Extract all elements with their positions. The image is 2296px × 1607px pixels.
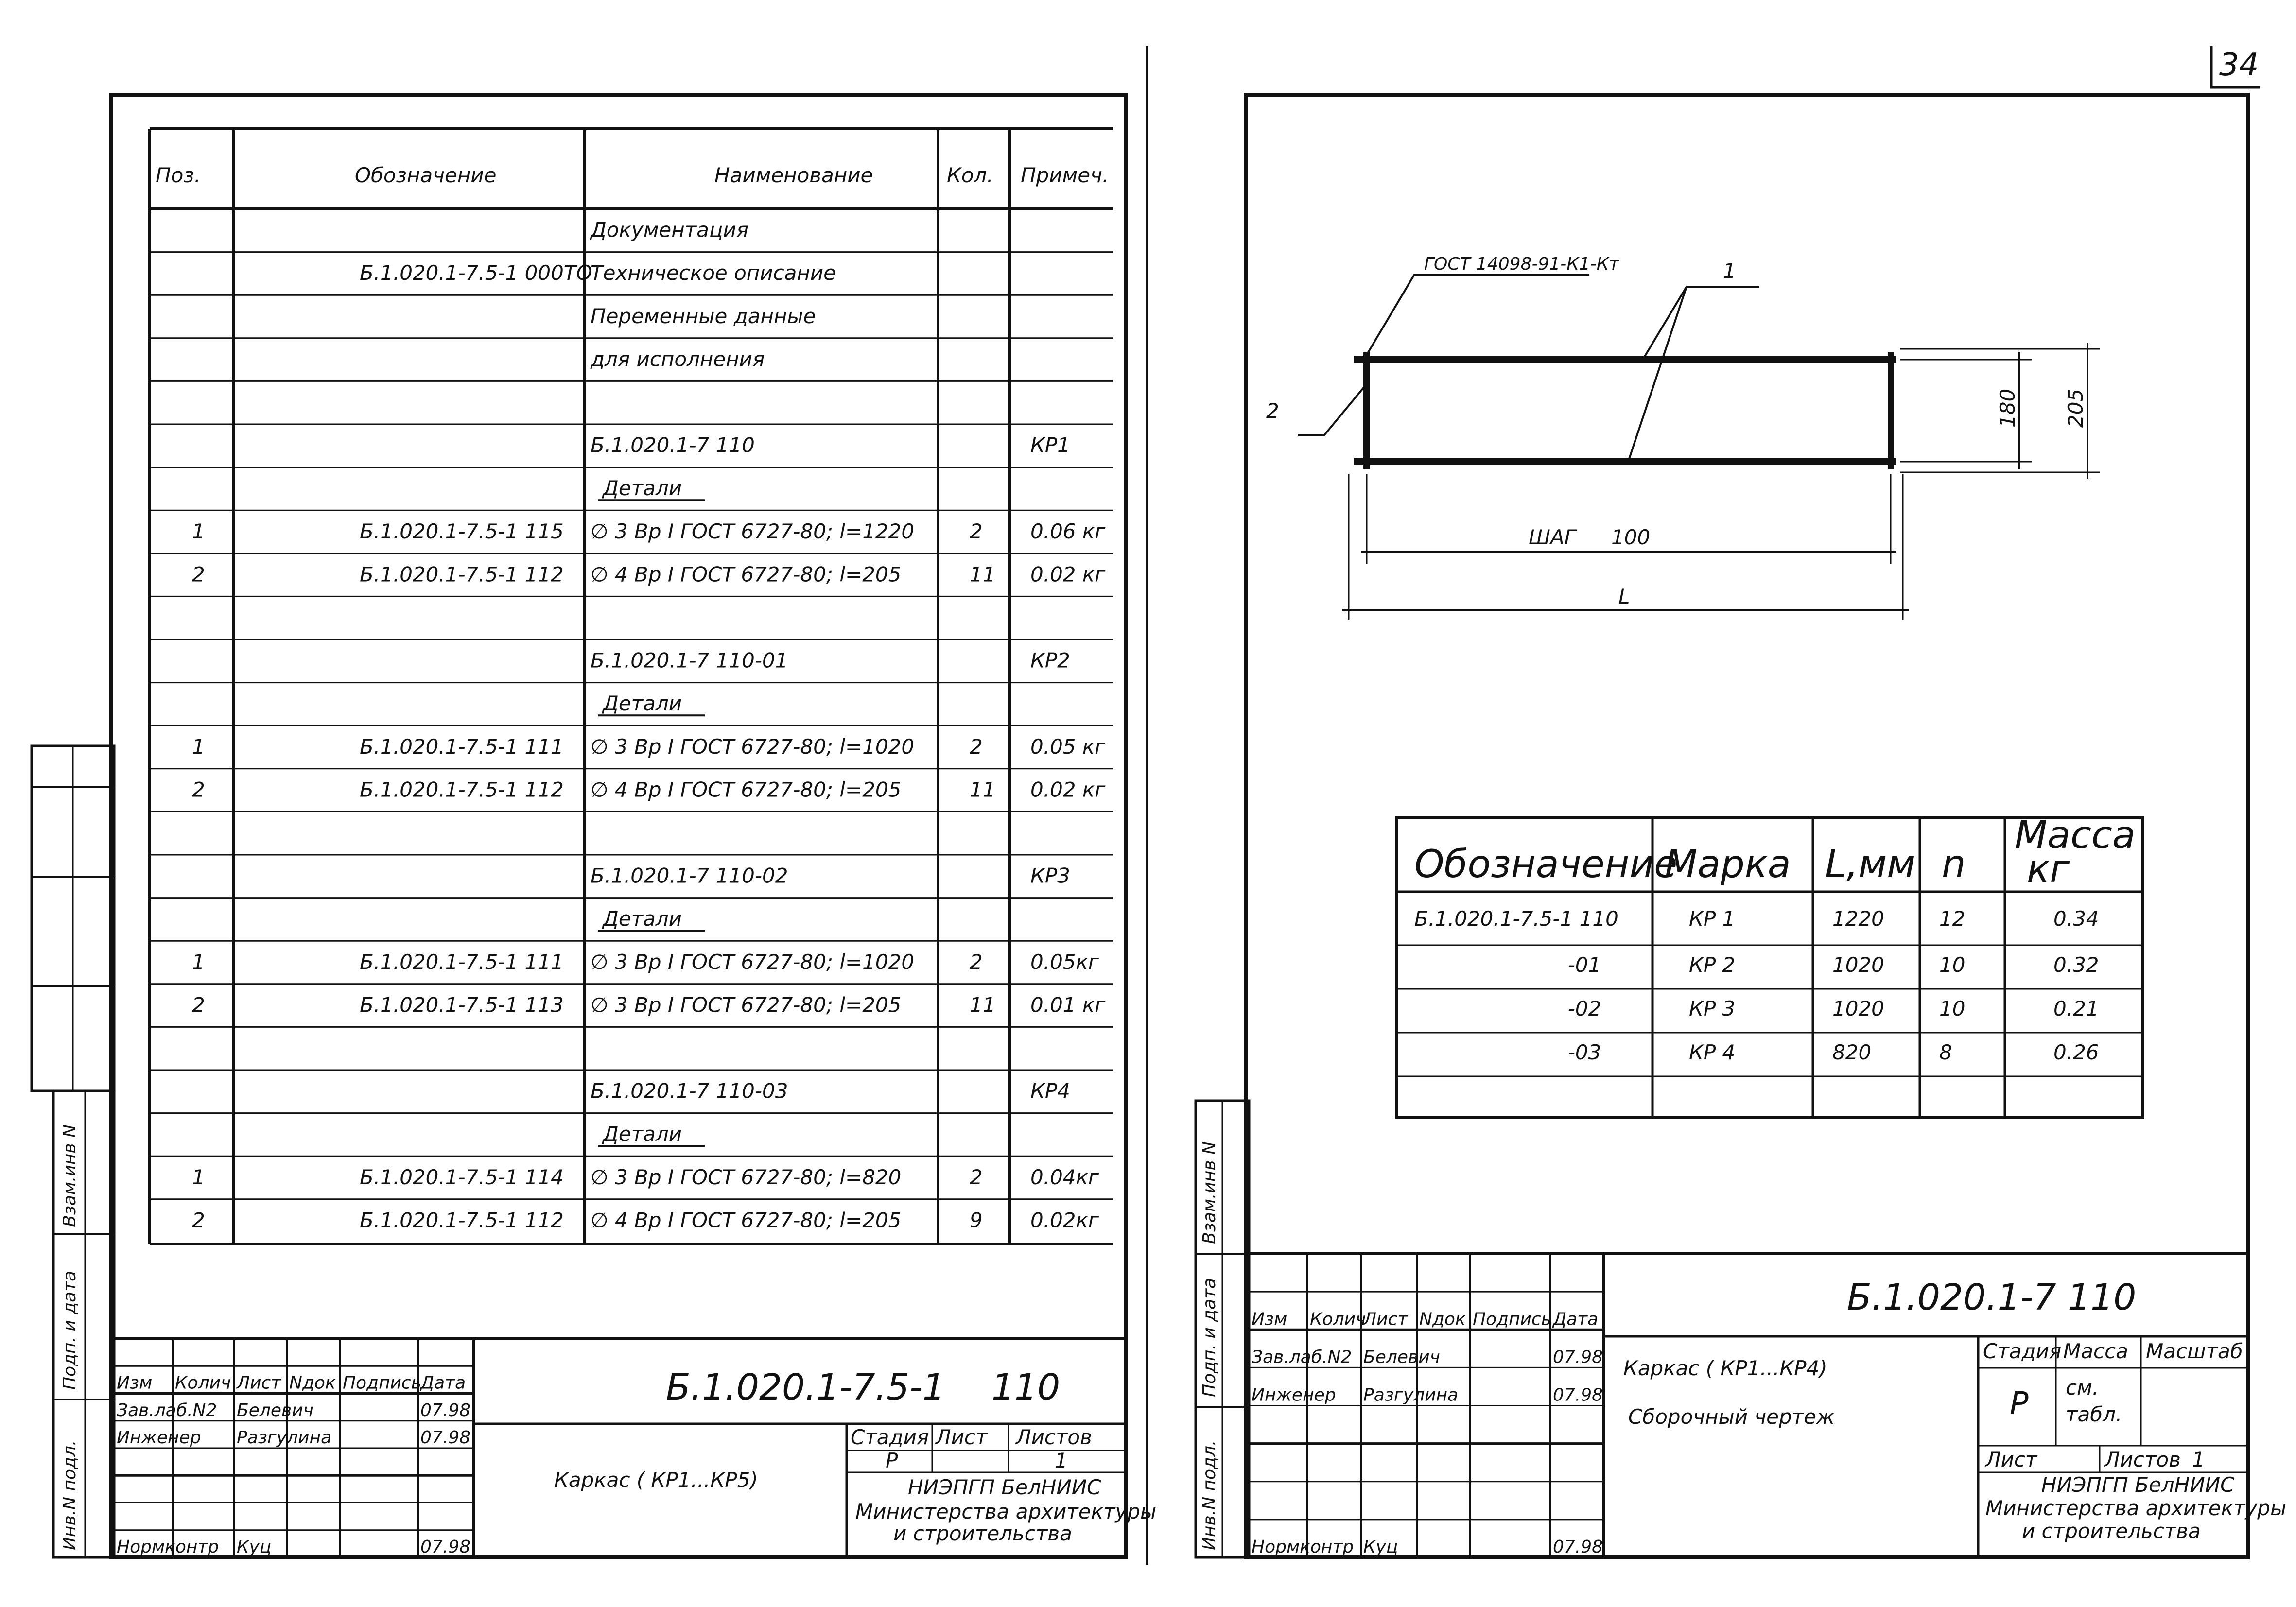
- title-grid-header: Изм: [117, 1373, 153, 1393]
- left-side-stamp: [32, 746, 114, 1557]
- variant-header-code: Обозначение: [1414, 843, 1678, 886]
- spec-row-name: ∅ 4 Вр I ГОСТ 6727-80; l=205: [591, 1208, 902, 1232]
- spec-row-name: Детали: [603, 1122, 682, 1146]
- spec-row-note: КР1: [1030, 433, 1070, 457]
- spec-row-name: ∅ 3 Вр I ГОСТ 6727-80; l=1020: [591, 950, 915, 974]
- spec-row-code: Б.1.020.1-7.5-1 000ТО: [360, 261, 592, 285]
- spec-row-note: 0.05 кг: [1030, 734, 1106, 759]
- left-sheet: [32, 95, 1156, 1557]
- variant-header-mark: Марка: [1665, 843, 1791, 886]
- spec-row-name: Детали: [603, 691, 682, 716]
- right-mass-1: см.: [2066, 1376, 2099, 1400]
- spec-rows: [150, 218, 1113, 1232]
- gost-label: ГОСТ 14098-91-К1-Кт: [1424, 254, 1619, 274]
- right-scale-hdr: Масштаб: [2146, 1339, 2243, 1363]
- callout-2: 2: [1266, 399, 1279, 423]
- spec-row-pos: 2: [192, 778, 205, 802]
- spec-row-note: КР4: [1030, 1079, 1070, 1103]
- spec-row-pos: 2: [192, 993, 205, 1017]
- spec-row-note: КР2: [1030, 648, 1070, 673]
- spec-row-code: Б.1.020.1-7.5-1 111: [360, 734, 564, 759]
- variant-row-mark: КР 1: [1689, 907, 1736, 931]
- left-title-block: [114, 1339, 1156, 1557]
- variant-row-code: -03: [1567, 1040, 1601, 1064]
- side-stamp-replace: Взам.инв N: [60, 1124, 80, 1227]
- title-grid-role: Нормконтр: [1252, 1537, 1354, 1557]
- side-stamp-sign: Подп. и дата: [60, 1270, 80, 1390]
- spec-table: [150, 129, 1113, 1244]
- title-grid-date: 07.98: [420, 1537, 471, 1557]
- right-side-stamp-replace: Взам.инв N: [1200, 1141, 1219, 1244]
- spec-row-note: 0.02кг: [1030, 1208, 1099, 1232]
- spec-row-name: Детали: [603, 907, 682, 931]
- step-label: ШАГ: [1529, 525, 1576, 549]
- dim-180: 180: [1996, 388, 2019, 428]
- side-stamp-inv: Инв.N подл.: [60, 1440, 80, 1550]
- right-title-grid: [1249, 1254, 1604, 1557]
- spec-row-name: ∅ 3 Вр I ГОСТ 6727-80; l=1220: [591, 519, 915, 543]
- right-sheets: 1: [2192, 1448, 2205, 1471]
- spec-row-name: Б.1.020.1-7 110: [591, 433, 755, 457]
- title-grid-header: Изм: [1252, 1309, 1287, 1330]
- length-label: L: [1618, 585, 1630, 608]
- title-grid-header: Дата: [1553, 1309, 1599, 1330]
- spec-row-code: Б.1.020.1-7.5-1 114: [360, 1165, 564, 1189]
- title-grid-role: Зав.лаб.N2: [117, 1400, 217, 1420]
- spec-row-name: ∅ 3 Вр I ГОСТ 6727-80; l=1020: [591, 734, 915, 759]
- variant-row-n: 10: [1939, 997, 1966, 1020]
- title-grid-name: Куц: [237, 1537, 272, 1557]
- right-sheet: [1196, 95, 2286, 1557]
- variant-row-n: 10: [1939, 953, 1966, 977]
- title-grid-role: Зав.лаб.N2: [1252, 1347, 1352, 1367]
- left-org-3: и строительства: [893, 1521, 1072, 1545]
- spec-row-name: ∅ 3 Вр I ГОСТ 6727-80; l=205: [591, 993, 902, 1017]
- variant-header-mass: Масса: [2015, 813, 2136, 857]
- right-side-stamp-inv: Инв.N подл.: [1200, 1440, 1219, 1550]
- page-number-box: [2211, 46, 2260, 87]
- spec-row-name: Техническое описание: [591, 261, 836, 285]
- right-title-1: Каркас ( КР1...КР4): [1623, 1356, 1827, 1380]
- variant-rows: [1414, 907, 2099, 1064]
- spec-row-name: ∅ 3 Вр I ГОСТ 6727-80; l=820: [591, 1165, 902, 1189]
- variant-row-n: 8: [1939, 1040, 1952, 1064]
- variant-row-mark: КР 4: [1689, 1040, 1736, 1064]
- title-grid-name: Разгулина: [1363, 1385, 1459, 1405]
- spec-row-code: Б.1.020.1-7.5-1 112: [360, 562, 564, 587]
- spec-header-pos: Поз.: [156, 163, 201, 187]
- spec-row-pos: 1: [192, 950, 205, 974]
- left-doc-num: 110: [991, 1366, 1061, 1408]
- spec-header-code: Обозначение: [355, 163, 497, 187]
- variant-row-mass: 0.21: [2053, 997, 2099, 1020]
- spec-row-note: 0.02 кг: [1030, 562, 1106, 587]
- title-grid-name: Белевич: [237, 1400, 313, 1420]
- title-grid-header: Колич: [175, 1373, 231, 1393]
- title-grid-header: Колич: [1310, 1309, 1366, 1330]
- spec-row-name: Документация: [591, 218, 749, 242]
- title-grid-header: Nдок: [289, 1373, 336, 1393]
- variant-table: [1396, 813, 2142, 1118]
- spec-row-qty: 2: [970, 1165, 983, 1189]
- variant-row-length: 1020: [1832, 997, 1884, 1020]
- spec-row-pos: 2: [192, 1208, 205, 1232]
- title-grid-date: 07.98: [1553, 1347, 1603, 1367]
- variant-row-mass: 0.34: [2053, 907, 2099, 931]
- variant-row-mark: КР 2: [1689, 953, 1736, 977]
- title-grid-date: 07.98: [1553, 1537, 1603, 1557]
- spec-header-qty: Кол.: [947, 163, 993, 187]
- left-doc-code: Б.1.020.1-7.5-1: [666, 1366, 945, 1408]
- right-title-block: [1249, 1254, 2286, 1557]
- spec-row-pos: 1: [192, 519, 205, 543]
- title-grid-header: Дата: [420, 1373, 466, 1393]
- spec-row-name: Переменные данные: [591, 304, 816, 328]
- variant-row-length: 1220: [1832, 907, 1884, 931]
- variant-row-length: 820: [1832, 1040, 1872, 1064]
- spec-row-qty: 11: [970, 778, 996, 802]
- spec-row-name: Детали: [603, 476, 682, 501]
- page-number: 34: [2219, 47, 2259, 83]
- callout-1: 1: [1723, 259, 1736, 283]
- left-stage-hdr: Стадия: [851, 1425, 929, 1449]
- variant-header-length: L,мм: [1825, 843, 1915, 886]
- spec-row-pos: 2: [192, 562, 205, 587]
- left-org-2: Министерства архитектуры: [855, 1500, 1157, 1523]
- title-grid-name: Белевич: [1363, 1347, 1440, 1367]
- title-grid-role: Инженер: [1252, 1385, 1336, 1405]
- title-grid-role: Инженер: [117, 1428, 201, 1448]
- spec-header-note: Примеч.: [1021, 163, 1109, 187]
- variant-row-code: Б.1.020.1-7.5-1 110: [1414, 907, 1618, 931]
- spec-row-name: для исполнения: [591, 347, 765, 371]
- right-mass-hdr: Масса: [2063, 1339, 2128, 1363]
- left-sheet-hdr: Лист: [936, 1425, 988, 1449]
- spec-row-name: Б.1.020.1-7 110-03: [591, 1079, 788, 1103]
- title-grid-name: Куц: [1363, 1537, 1398, 1557]
- right-stage-hdr: Стадия: [1983, 1339, 2062, 1363]
- title-grid-date: 07.98: [420, 1428, 471, 1448]
- spec-row-code: Б.1.020.1-7.5-1 115: [360, 519, 564, 543]
- dim-205: 205: [2064, 388, 2087, 428]
- spec-row-pos: 1: [192, 734, 205, 759]
- variant-row-mass: 0.32: [2053, 953, 2099, 977]
- spec-row-note: 0.04кг: [1030, 1165, 1099, 1189]
- spec-row-qty: 2: [970, 519, 983, 543]
- right-side-stamp: [1196, 1101, 1249, 1557]
- variant-row-mark: КР 3: [1689, 997, 1736, 1020]
- spec-row-qty: 11: [970, 562, 996, 587]
- right-mass-2: табл.: [2066, 1402, 2122, 1426]
- spec-row-note: 0.05кг: [1030, 950, 1099, 974]
- spec-row-pos: 1: [192, 1165, 205, 1189]
- spec-row-note: КР3: [1030, 864, 1070, 888]
- left-org-1: НИЭПГП БелНИИС: [908, 1475, 1101, 1499]
- right-org-3: и строительства: [2022, 1519, 2201, 1543]
- title-grid-date: 07.98: [420, 1400, 471, 1420]
- right-doc-code: Б.1.020.1-7 110: [1847, 1277, 2137, 1318]
- variant-header-kg: кг: [2027, 847, 2070, 891]
- spec-row-qty: 2: [970, 950, 983, 974]
- variant-row-length: 1020: [1832, 953, 1884, 977]
- spec-row-note: 0.02 кг: [1030, 778, 1106, 802]
- spec-row-note: 0.01 кг: [1030, 993, 1106, 1017]
- right-sheet-hdr: Лист: [1985, 1448, 2037, 1471]
- title-grid-header: Лист: [1363, 1309, 1408, 1330]
- spec-row-code: Б.1.020.1-7.5-1 112: [360, 778, 564, 802]
- frame-drawing: [1266, 254, 2100, 620]
- spec-row-name: ∅ 4 Вр I ГОСТ 6727-80; l=205: [591, 778, 902, 802]
- left-sheets-hdr: Листов: [1016, 1425, 1092, 1449]
- spec-row-name: Б.1.020.1-7 110-02: [591, 864, 788, 888]
- left-title: Каркас ( КР1...КР5): [554, 1468, 758, 1492]
- step-value: 100: [1611, 525, 1651, 549]
- variant-header-n: n: [1942, 843, 1966, 886]
- left-title-grid: [114, 1339, 474, 1557]
- spec-row-name: ∅ 4 Вр I ГОСТ 6727-80; l=205: [591, 562, 902, 587]
- title-grid-name: Разгулина: [237, 1428, 332, 1448]
- spec-row-code: Б.1.020.1-7.5-1 112: [360, 1208, 564, 1232]
- title-grid-header: Nдок: [1419, 1309, 1466, 1330]
- title-grid-header: Лист: [237, 1373, 281, 1393]
- right-org-1: НИЭПГП БелНИИС: [2041, 1473, 2235, 1497]
- title-grid-date: 07.98: [1553, 1385, 1603, 1405]
- variant-row-n: 12: [1939, 907, 1966, 931]
- right-org-2: Министерства архитектуры: [1985, 1496, 2287, 1520]
- right-sheets-hdr: Листов: [2105, 1448, 2181, 1471]
- left-stage: Р: [886, 1449, 898, 1472]
- spec-row-name: Б.1.020.1-7 110-01: [591, 648, 788, 673]
- left-sheets: 1: [1055, 1449, 1068, 1472]
- spec-row-qty: 2: [970, 734, 983, 759]
- title-grid-role: Нормконтр: [117, 1537, 219, 1557]
- spec-row-code: Б.1.020.1-7.5-1 111: [360, 950, 564, 974]
- right-title-2: Сборочный чертеж: [1628, 1405, 1835, 1429]
- spec-header-name: Наименование: [714, 163, 873, 187]
- right-side-stamp-sign: Подп. и дата: [1200, 1278, 1219, 1397]
- title-grid-header: Подпись: [343, 1373, 421, 1393]
- variant-row-code: -02: [1567, 997, 1601, 1020]
- title-grid-header: Подпись: [1473, 1309, 1551, 1330]
- spec-row-qty: 9: [970, 1208, 983, 1232]
- right-stage: Р: [2010, 1386, 2029, 1422]
- variant-row-mass: 0.26: [2053, 1040, 2099, 1064]
- spec-row-qty: 11: [970, 993, 996, 1017]
- spec-row-code: Б.1.020.1-7.5-1 113: [360, 993, 564, 1017]
- spec-row-note: 0.06 кг: [1030, 519, 1106, 543]
- variant-row-code: -01: [1567, 953, 1601, 977]
